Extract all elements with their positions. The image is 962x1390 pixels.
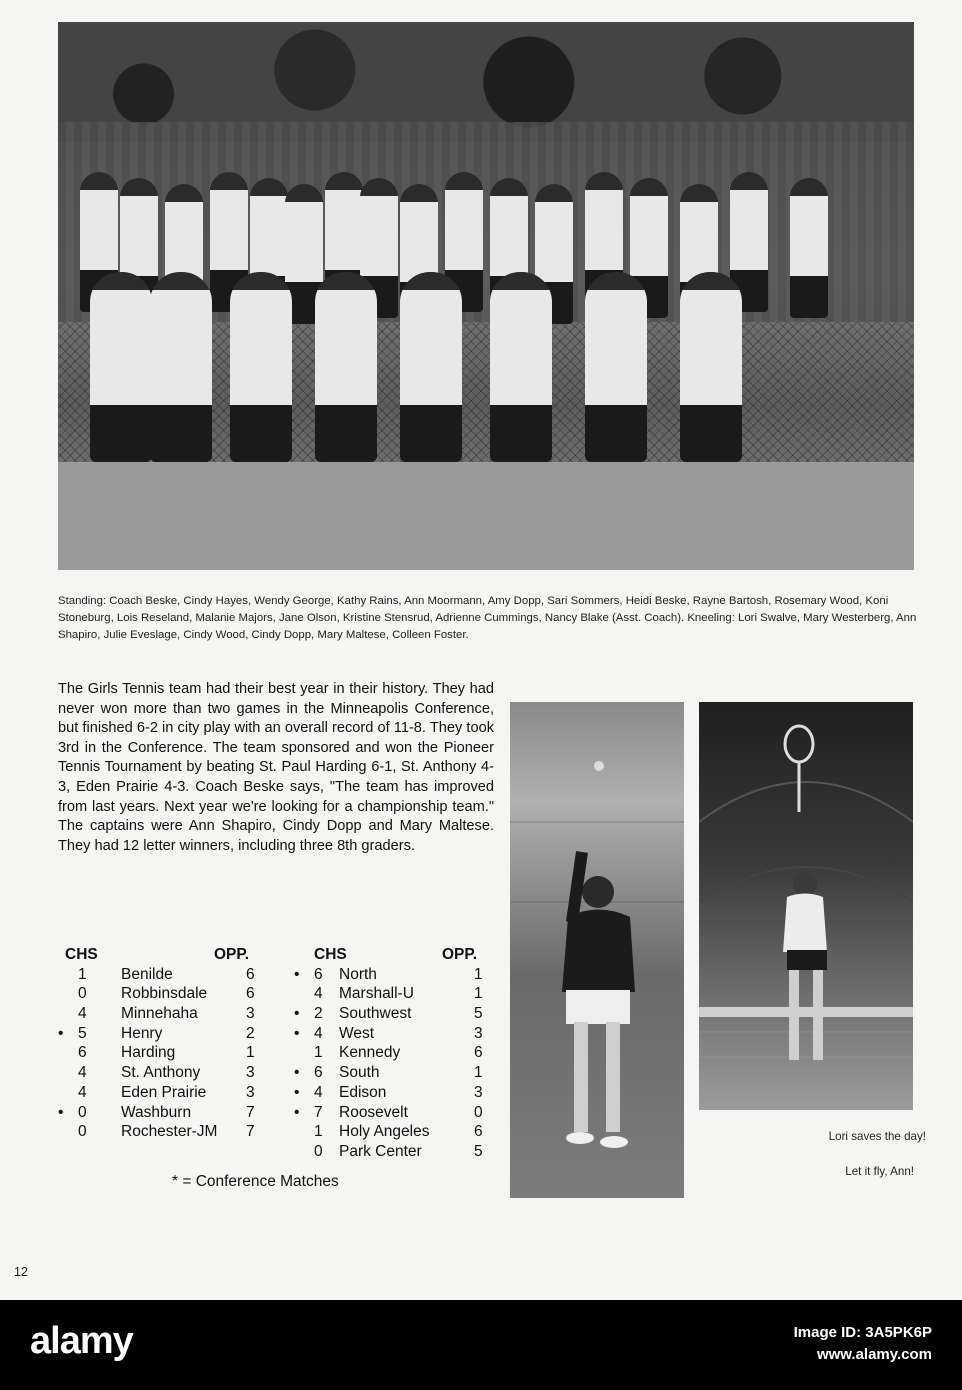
opponent-name: Holy Angeles — [339, 1123, 430, 1141]
opponent-name: St. Anthony — [121, 1064, 201, 1082]
opponent-name: Marshall-U — [339, 985, 414, 1003]
chs-score: 5 — [78, 1024, 87, 1042]
team-member-figure — [150, 272, 212, 462]
team-member-figure — [90, 272, 152, 462]
opp-score: 7 — [246, 1123, 255, 1141]
alamy-logo: alamy — [30, 1320, 133, 1362]
chs-header: CHS — [314, 946, 347, 963]
opp-score: 2 — [246, 1024, 255, 1042]
player-illustration — [510, 702, 684, 1198]
opponent-name: Rochester-JM — [121, 1123, 218, 1141]
score-row — [62, 1063, 262, 1083]
chs-score: 4 — [314, 1083, 323, 1101]
score-row — [62, 1122, 262, 1142]
opp-score: 7 — [246, 1103, 255, 1121]
action-photo-serve — [510, 702, 684, 1198]
opp-score: 3 — [474, 1083, 483, 1101]
photo-caption-lori: Lori saves the day! — [828, 1130, 926, 1143]
opp-header: OPP. — [442, 946, 478, 963]
chs-score: 0 — [78, 985, 87, 1003]
story-text: The Girls Tennis team had their best year in their history. They had never won more than two games in the Minneapolis Conference, but finished 6-2 in city play with an overall record of 11-8. They took 3rd in the Conference. The team sponsored and won the Pioneer Tennis Tournament by beating St. Paul Harding 6-1, St. Anthony 4-3, Eden Prairie 4-3. Coach Beske says, "The team has improved from last years. Next year we're looking for a championship team." The captains were Ann Shapiro, Cindy Dopp and Mary Maltese. They had 12 letter winners, including three 8th graders. — [58, 681, 494, 854]
opp-score: 1 — [474, 985, 483, 1003]
team-member-figure — [585, 272, 647, 462]
opponent-name: Henry — [121, 1024, 163, 1042]
team-member-figure — [230, 272, 292, 462]
chs-score: 6 — [314, 1064, 323, 1082]
chs-score: 4 — [314, 985, 323, 1003]
court-surface — [58, 462, 914, 570]
score-row — [308, 984, 488, 1004]
opp-score: 1 — [474, 1064, 483, 1082]
photo-caption-ann: Let it fly, Ann! — [845, 1165, 914, 1178]
chs-score: 4 — [78, 1083, 87, 1101]
chs-score: 1 — [314, 1123, 323, 1141]
opponent-name: Park Center — [339, 1142, 422, 1160]
scores-table-right — [294, 945, 488, 1162]
opponent-name: North — [339, 965, 377, 983]
opp-score: 3 — [474, 1024, 483, 1042]
chs-score: 0 — [78, 1123, 87, 1141]
opponent-name: Harding — [121, 1044, 176, 1062]
watermark-footer — [0, 1300, 962, 1390]
action-photo-overhead — [699, 702, 913, 1110]
chs-header: CHS — [65, 946, 98, 963]
score-row — [308, 1122, 488, 1142]
conference-marker: • — [294, 1083, 300, 1101]
chs-score: 0 — [314, 1142, 323, 1160]
opp-score: 0 — [474, 1103, 483, 1121]
score-row — [294, 965, 488, 985]
opp-score: 6 — [246, 965, 255, 983]
opp-score: 3 — [246, 1083, 255, 1101]
opponent-name: Benilde — [121, 965, 173, 983]
opp-score: 6 — [474, 1123, 483, 1141]
chs-score: 7 — [314, 1103, 323, 1121]
score-row — [294, 1083, 488, 1103]
opp-score: 6 — [246, 985, 255, 1003]
opp-score: 6 — [474, 1044, 483, 1062]
conference-marker: • — [294, 1024, 300, 1042]
opponent-name: South — [339, 1064, 380, 1082]
chs-score: 2 — [314, 1005, 323, 1023]
opp-score: 5 — [474, 1142, 483, 1160]
team-photo-caption: Standing: Coach Beske, Cindy Hayes, Wendy George, Kathy Rains, Ann Moormann, Amy Dopp, Sari Sommers, Heidi Beske, Rayne Bartosh, Rosemary Wood, Koni Stoneburg, Lois Reseland, Malanie Majors, Jane Olson, Kristine Stensrud, Adrienne Cummings, Nancy Blake (Asst. Coach). Kneeling: Lori Swalve, Mary Westerberg, Ann Shapiro, Julie Eveslage, Cindy Wood, Cindy Dopp, Mary Maltese, Colleen Foster. — [58, 595, 917, 641]
opp-header: OPP. — [214, 946, 250, 963]
score-row — [294, 1024, 488, 1044]
player-illustration — [699, 702, 913, 1110]
opponent-name: Robbinsdale — [121, 985, 208, 1003]
chs-score: 6 — [78, 1044, 87, 1062]
scores-header — [308, 945, 488, 965]
conference-marker: • — [58, 1103, 64, 1121]
opp-score: 1 — [474, 965, 483, 983]
team-member-figure — [490, 272, 552, 462]
conference-marker: • — [58, 1024, 64, 1042]
score-row — [308, 1142, 488, 1162]
chs-score: 4 — [78, 1064, 87, 1082]
opponent-name: Eden Prairie — [121, 1083, 207, 1101]
score-row — [294, 1103, 488, 1123]
team-photo — [58, 22, 914, 570]
chs-score: 0 — [78, 1103, 87, 1121]
team-member-figure — [315, 272, 377, 462]
score-row — [294, 1004, 488, 1024]
conference-marker: • — [294, 1064, 300, 1082]
opponent-name: Kennedy — [339, 1044, 401, 1062]
opponent-name: Washburn — [121, 1103, 192, 1121]
score-row — [62, 984, 262, 1004]
scores-header — [62, 945, 262, 965]
opp-score: 3 — [246, 1005, 255, 1023]
chs-score: 4 — [314, 1024, 323, 1042]
score-row — [62, 965, 262, 985]
score-row — [308, 1043, 488, 1063]
score-row — [62, 1043, 262, 1063]
conference-marker: • — [294, 1103, 300, 1121]
conference-legend: * = Conference Matches — [172, 1173, 339, 1190]
conference-marker: • — [294, 1005, 300, 1023]
opp-score: 3 — [246, 1064, 255, 1082]
opponent-name: Southwest — [339, 1005, 412, 1023]
score-row — [62, 1083, 262, 1103]
opp-score: 1 — [246, 1044, 255, 1062]
page-number: 12 — [14, 1265, 28, 1279]
chs-score: 1 — [314, 1044, 323, 1062]
image-id-line: Image ID: 3A5PK6P — [793, 1324, 932, 1341]
conference-marker: • — [294, 965, 300, 983]
score-row — [62, 1004, 262, 1024]
image-url-line: www.alamy.com — [816, 1346, 932, 1363]
image-id — [794, 1322, 932, 1366]
score-row — [58, 1103, 262, 1123]
opponent-name: West — [339, 1024, 375, 1042]
opp-score: 5 — [474, 1005, 483, 1023]
score-row — [58, 1024, 262, 1044]
score-row — [294, 1063, 488, 1083]
team-member-figure — [400, 272, 462, 462]
chs-score: 1 — [78, 965, 87, 983]
opponent-name: Minnehaha — [121, 1005, 198, 1023]
opponent-name: Roosevelt — [339, 1103, 408, 1121]
team-member-figure — [680, 272, 742, 462]
team-member-figure — [790, 178, 828, 318]
opponent-name: Edison — [339, 1083, 387, 1101]
chs-score: 6 — [314, 965, 323, 983]
scores-table-left — [58, 945, 262, 1142]
chs-score: 4 — [78, 1005, 87, 1023]
